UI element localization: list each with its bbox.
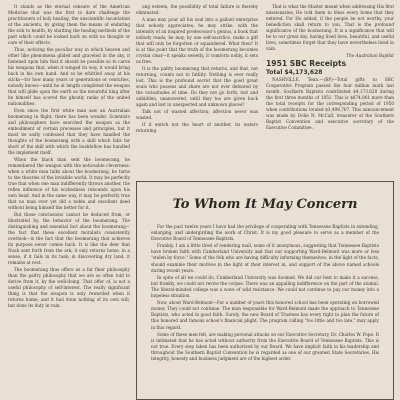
article-paragraph: But these conclusions cannot be deduced from, or illustrated by, the behavior of the boomerang. The distinguishing and essential fact about the boomerang—the fact that these excellent moralists consistently overlook—is the fact that the boomerang that achieves its purpose never comes back. It is like the deer that Noah sent forth from the ark; it only returns home, in a sense, if it fails in its task; in discovering dry land, it remains at rest. [8, 212, 130, 265]
middle-article-column [136, 4, 258, 176]
letter-paragraph: For the past twelve years I have had the privilege of cooperating with Tennessee Baptists in extending, enlarging, and undergirding the work of Christ. It is my good pleasure to serve as a member of the Executive Board of Tennessee Baptists. [151, 224, 379, 242]
article-paragraph: ung esteem, the possibility of total failure is thereby eliminated. [136, 4, 258, 15]
left-article-column [8, 4, 130, 398]
right-article-column [266, 4, 394, 176]
article-paragraph: That is what the Master meant when addressing His first missionaries, He told them to bless every home that they entered. For He added, if the people be not worthy, your benediction shall return to you. That is the profound significance of the boomerang. It is a significance that will be to our great day, having lived lives, beautiful, and useful lives, sometimes forget that they have nevertheless lived in vain. [266, 4, 394, 51]
letter-paragraph: Frankly, I am a little tired of rendering mail, some of it anonymous, suggesting that Tennessee Baptists have broken faith with Cumberland University and that our supporting Ward-Belmont was more or less "stolen by force." Some of the folk who are having difficulty informing themselves, in the light of the facts, should examine their motives in the light of their interest in, and support of the above named schools during recent years. [151, 243, 379, 273]
article-paragraph: Talk not of wasted affection; affection never was wasted. [136, 109, 258, 120]
receipts-subheadline: Total $4,173,628 [266, 69, 323, 76]
concern-body [137, 224, 393, 362]
receipts-headline: 1951 SBC Receipts [266, 59, 347, 68]
concern-title: To Whom It May Concern [172, 197, 358, 212]
article-paragraph: It stands as the eternal censure of the American Medicine that was the first to dare challenge the practitioners of holy healing, the unscientific incantation of the ancients, by giving them the means of enduring the sick to health, by shutting the healing methods of the past which could be looked back on with no thought or care of their effects. [8, 4, 130, 45]
article-attribution: The Australian Baptist [346, 53, 394, 58]
article-paragraph: If it enrich not the heart of another, its waters returning [136, 122, 258, 133]
article-paragraph: Thus, noticing the peculiar way in which heaven and other like phenomena glided and graveled in the sky, it fastened upon him that it should be possible so to carve his weapons that, when it winged its way, it would bring back in his own hand. And so he whittled away at his sticks—for how many years or generations or centuries, nobody knows—until he at length completed the weapon that will glide upon the earth as the mournful king after he himself has scored the ghostly ranks of the united nationalities. [8, 47, 130, 106]
concern-letter-box [136, 181, 394, 400]
article-paragraph: It is the paltry boomerang that returns, and that, not returning, counts not to futility. Nothing is ever really lost. This is the profound secret that the good great souls who possess and share are not ever defeated by the vicissitudes of time. Do they not go forth, lost and unbidden, unanswered, until they too are given back again and lost in unexpected and unknown places? [136, 66, 258, 107]
article-paragraph: The boomerang thus offers us a far finer philosophy than the paltry philosophy that we are so often told to derive from it, by the well-doing. That offer of, is not a useful philosophy of self-interest. The really significant thing is that the weapon is only rewarded when it returns home; and it had done nothing of its own will, but done its duty in vain. [8, 267, 130, 308]
letter-paragraph: In spite of all we could do, Cumberland University was doomed. We did our best to make it a success, but frankly, we could not revive the corpse. There was an appalling indifference on the part of the alumni. The liberal-minded college was a wave of wild resistance. We could not continue to pay our money into a hopeless situation. [151, 274, 379, 299]
article-paragraph: Even since the first white man saw an Australian boomerang in flight, there has been wonder. Scientists and philosophers have searched the weapon as the embodiment of certain processes and principles, but it must be sadly confessed that they have handled the thoughts of the boomerang with a skill which falls far short of the skill with which the bushfellow has handled the implement itself. [8, 108, 130, 155]
article-paragraph: A man may pour all his soul into a gallant enterprise that nobody appreciates; he may strike, with the intensity of an inspired predecessor's genius, a book that nobody reads; he may, by one self-sacrifice, make a gift that will only be forgotten or squandered. What then? It is at this point that the truth of the boomerang becomes crystal clear—it speaks sweetly, it comforts nobly, it sets us free. [136, 17, 258, 64]
letter-paragraph: Now, about Ward-Belmont—For a number of years this honored school has been operating on borrowed money. They could not continue. The man responsible for Ward-Belmont made the approach to Tennessee Baptists, who acted in good faith. Surely, the new Board of Trustees has every right to plan the future of this honored and famous school's financial plight. The program calling "too little and too late," may apply in this regard. [151, 300, 379, 330]
article-paragraph: NASHVILLE, Tenn.—(BP)—Total gifts to SBC Cooperative Program passed the four million mark last month. Southern Baptists contributed $4,173,628 during the first three months of 1951. This is $674,861 more than the total receipts for the corresponding period of 1950 when contributions totaled $3,498,767. This announcement was made by Dolie N. McCall, treasurer of the Southern Baptist Convention and executive secretary of the Executive Committee. [266, 77, 394, 130]
article-paragraph: When the black man sent the boomerang, he remembered the weapon with the noticeable cleverness: when a white man talks about the boomerang, he turns to the theories of the invisible world. It may be perfectly true that when one man indifferently throws another, the reflex influence of his wickedness rebounds upon his own head. And in the same way, it may be perfectly true that no man ever yet did a noble and excellent deed without being himself the better for it. [8, 157, 130, 210]
letter-paragraph: Some of these men felt, are making personal attacks on our Executive Secretary, Dr. Charles W. Pope. It is intimated that he has acted without authority from the Executive Board of Tennessee Baptists. This is not true. Every step taken has been authorized by our Board. We have implicit faith in his leadership and throughout the Southern Baptist Convention he is regarded as one of our greatest State Secretaries. His integrity, honesty and business judgment are of the highest order. [151, 331, 379, 361]
